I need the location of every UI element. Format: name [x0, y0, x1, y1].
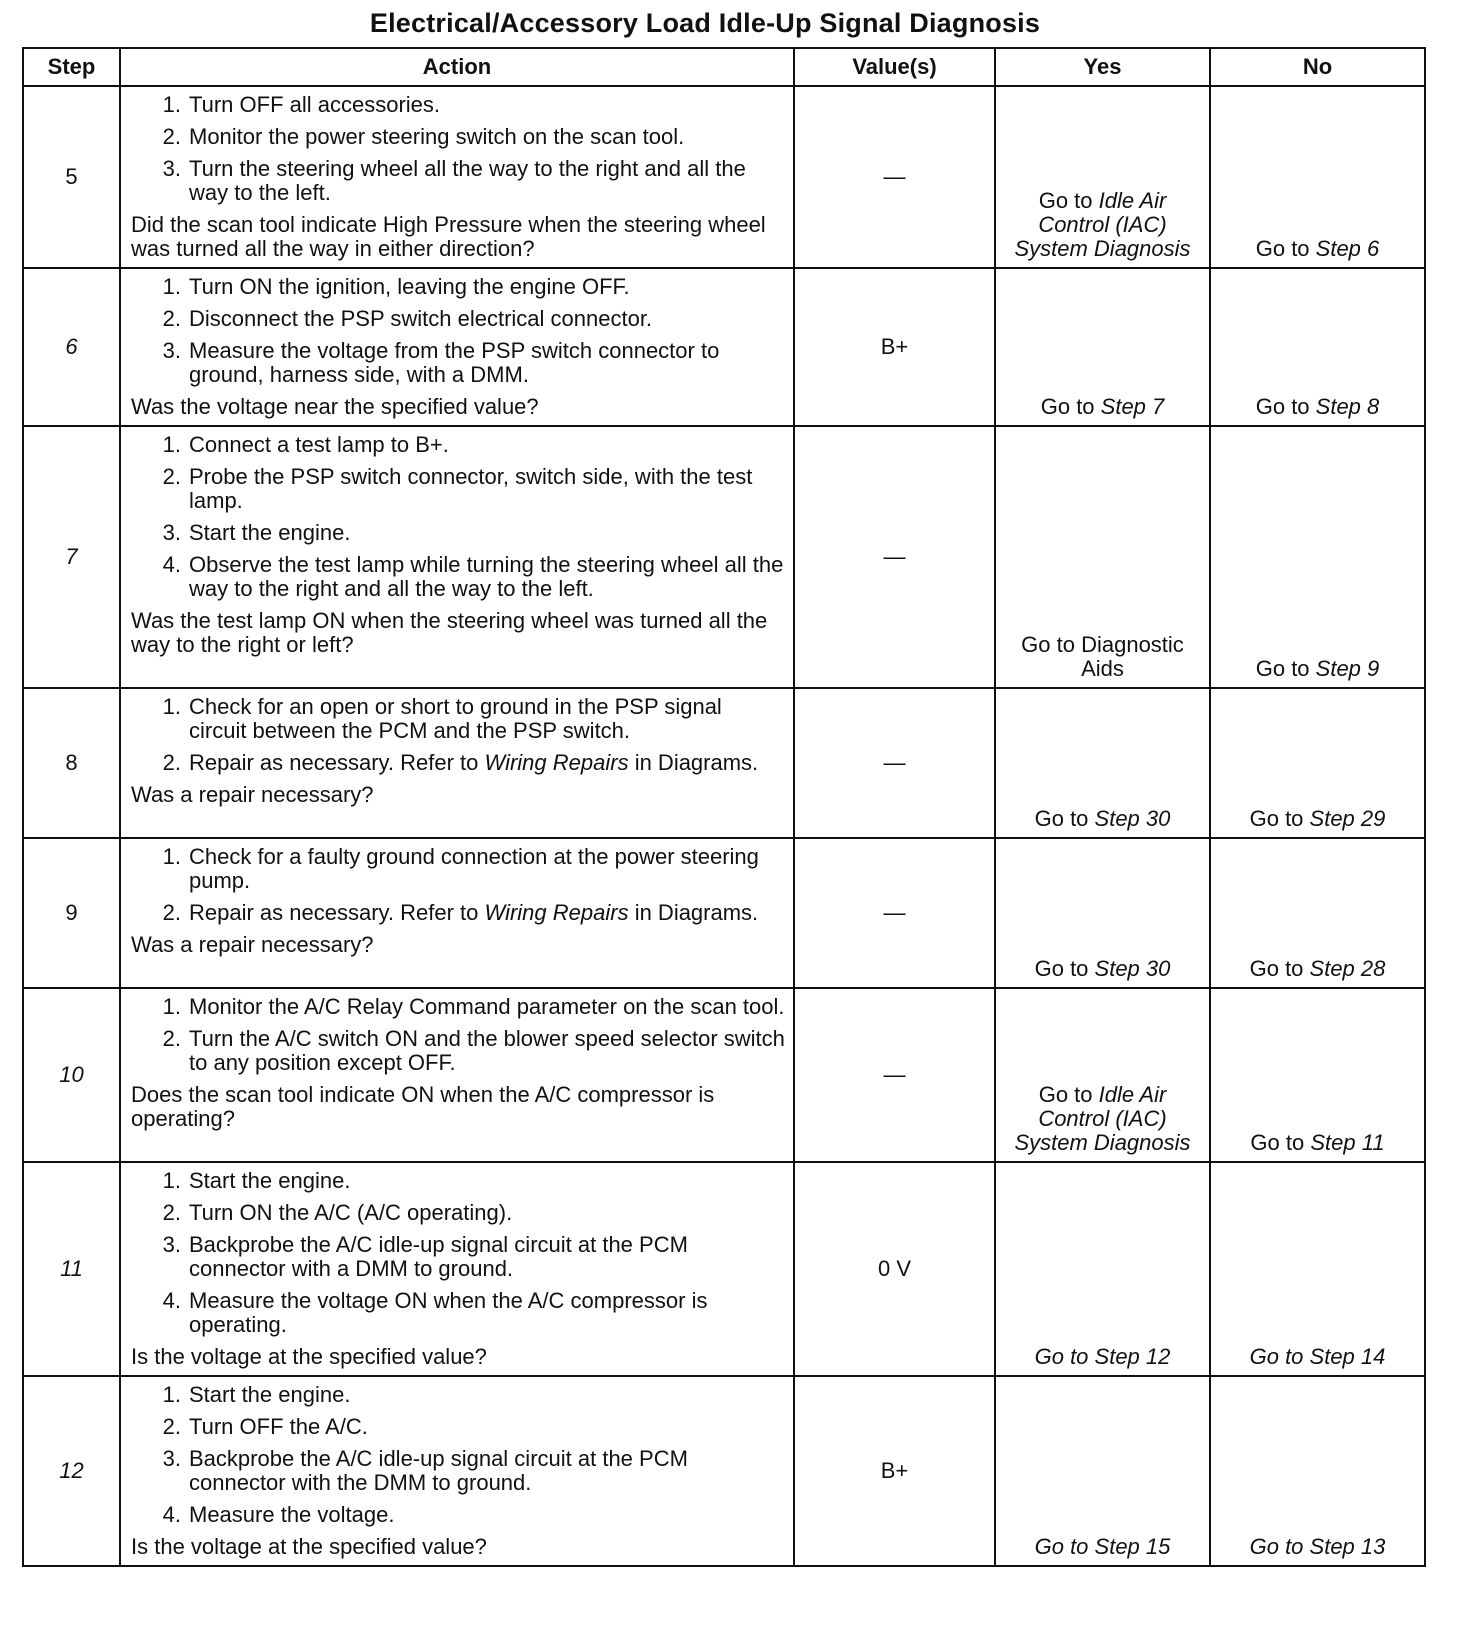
value-cell: 0 V — [794, 1162, 995, 1376]
action-item-text: Measure the voltage from the PSP switch connector to ground, harness side, with a DMM. — [189, 338, 720, 387]
action-item — [131, 465, 785, 513]
action-item — [131, 1289, 785, 1337]
no-goto-link[interactable]: Step 11 — [1310, 1130, 1385, 1155]
table-row — [23, 1162, 1425, 1376]
wiring-repairs-reference: Wiring Repairs — [484, 750, 629, 775]
header-step: Step — [23, 48, 120, 86]
table-row — [23, 838, 1425, 988]
action-item-number: 2. — [162, 464, 181, 489]
action-item — [131, 1415, 785, 1439]
action-item-text: Probe the PSP switch connector, switch side, with the test lamp. — [189, 464, 753, 513]
action-item-text: Turn ON the ignition, leaving the engine OFF. — [189, 274, 630, 299]
action-item-number: 1. — [162, 994, 181, 1019]
action-item-text — [189, 901, 785, 925]
value-cell: B+ — [794, 268, 995, 426]
action-item — [131, 845, 785, 893]
action-item-text: Monitor the A/C Relay Command parameter on the scan tool. — [189, 994, 785, 1019]
no-cell — [1210, 1376, 1425, 1566]
yes-cell — [995, 838, 1210, 988]
table-row — [23, 688, 1425, 838]
header-no: No — [1210, 48, 1425, 86]
action-item — [131, 1027, 785, 1075]
page-title: Electrical/Accessory Load Idle-Up Signal Diagnosis — [369, 8, 1041, 38]
action-item — [131, 1503, 785, 1527]
action-item-text: Turn the A/C switch ON and the blower speed selector switch to any position except OFF. — [189, 1026, 785, 1075]
yes-cell — [995, 688, 1210, 838]
action-item-number: 3. — [162, 156, 181, 181]
step-number: 5 — [23, 86, 120, 268]
no-goto-link[interactable]: Go to Step 14 — [1249, 1344, 1386, 1369]
action-item — [131, 157, 785, 205]
action-cell — [120, 1376, 794, 1566]
action-item — [131, 901, 785, 925]
action-item — [131, 125, 785, 149]
yes-goto-text: Go to — [1038, 188, 1099, 213]
no-goto-link[interactable]: Step 8 — [1315, 394, 1380, 419]
action-item-text: Check for an open or short to ground in the PSP signal circuit between the PCM and the PSP switch. — [189, 694, 722, 743]
value-cell: — — [794, 838, 995, 988]
yes-cell — [995, 988, 1210, 1162]
step-number: 12 — [23, 1376, 120, 1566]
action-cell — [120, 688, 794, 838]
action-item-text: Measure the voltage ON when the A/C compressor is operating. — [189, 1288, 708, 1337]
yes-goto-text: Go to Diagnostic Aids — [1021, 632, 1184, 681]
action-list — [131, 93, 785, 205]
action-cell — [120, 426, 794, 688]
action-item — [131, 433, 785, 457]
step-number: 10 — [23, 988, 120, 1162]
action-item-number: 1. — [162, 1382, 181, 1407]
table-row — [23, 86, 1425, 268]
step-question: Did the scan tool indicate High Pressure when the steering wheel was turned all the way in either direction? — [131, 212, 766, 261]
action-item — [131, 93, 785, 117]
yes-cell — [995, 1376, 1210, 1566]
action-cell — [120, 988, 794, 1162]
action-item-text: Backprobe the A/C idle-up signal circuit at the PCM connector with the DMM to ground. — [189, 1446, 688, 1495]
step-question: Does the scan tool indicate ON when the A/C compressor is operating? — [131, 1082, 715, 1131]
action-item-number: 3. — [162, 338, 181, 363]
action-item-text: Start the engine. — [189, 520, 351, 545]
action-item-text: Start the engine. — [189, 1168, 351, 1193]
action-item-number: 3. — [162, 1446, 181, 1471]
step-number: 6 — [23, 268, 120, 426]
no-cell — [1210, 988, 1425, 1162]
no-goto-link[interactable]: Step 29 — [1309, 806, 1386, 831]
action-item — [131, 339, 785, 387]
action-item-text: Disconnect the PSP switch electrical connector. — [189, 306, 653, 331]
action-item — [131, 553, 785, 601]
value-cell: — — [794, 688, 995, 838]
no-goto-text: Go to — [1255, 394, 1316, 419]
step-number: 9 — [23, 838, 120, 988]
step-question: Is the voltage at the specified value? — [131, 1344, 487, 1369]
action-item-number: 4. — [162, 1288, 181, 1313]
action-item — [131, 751, 785, 775]
no-goto-text: Go to — [1250, 1130, 1311, 1155]
action-cell — [120, 86, 794, 268]
header-action: Action — [120, 48, 794, 86]
header-value: Value(s) — [794, 48, 995, 86]
no-goto-link[interactable]: Step 28 — [1309, 956, 1386, 981]
step-number: 8 — [23, 688, 120, 838]
action-cell — [120, 268, 794, 426]
action-item — [131, 1233, 785, 1281]
action-item-text: Monitor the power steering switch on the scan tool. — [189, 124, 685, 149]
action-cell — [120, 1162, 794, 1376]
step-question: Was the test lamp ON when the steering wheel was turned all the way to the right or left? — [131, 608, 768, 657]
yes-goto-link[interactable]: Step 30 — [1094, 806, 1171, 831]
action-item-number: 2. — [162, 1026, 181, 1051]
step-question: Was a repair necessary? — [131, 932, 374, 957]
action-item-number: 1. — [162, 274, 181, 299]
action-item-text: Measure the voltage. — [189, 1502, 395, 1527]
action-text-start: Repair as necessary. Refer to — [189, 900, 485, 925]
yes-goto-link[interactable]: Step 7 — [1100, 394, 1165, 419]
yes-goto-link[interactable]: Idle Air Control (IAC) System Diagnosis — [1014, 188, 1191, 261]
action-list — [131, 845, 785, 925]
yes-goto-link[interactable]: Step 30 — [1094, 956, 1171, 981]
no-cell — [1210, 1162, 1425, 1376]
action-item-text: Turn OFF all accessories. — [189, 92, 441, 117]
action-item — [131, 1383, 785, 1407]
action-item-number: 3. — [162, 1232, 181, 1257]
no-cell — [1210, 688, 1425, 838]
no-cell — [1210, 268, 1425, 426]
action-item-text: Backprobe the A/C idle-up signal circuit at the PCM connector with a DMM to ground. — [189, 1232, 688, 1281]
action-item — [131, 995, 785, 1019]
no-cell — [1210, 426, 1425, 688]
action-list — [131, 275, 785, 387]
action-item — [131, 521, 785, 545]
yes-goto-link[interactable]: Go to Step 15 — [1034, 1534, 1171, 1559]
step-number: 11 — [23, 1162, 120, 1376]
no-cell — [1210, 86, 1425, 268]
action-text-start: Repair as necessary. Refer to — [189, 750, 485, 775]
action-item-number: 1. — [162, 432, 181, 457]
action-text-end: in Diagrams. — [628, 900, 759, 925]
value-cell: B+ — [794, 1376, 995, 1566]
step-question: Was the voltage near the specified value? — [131, 394, 539, 419]
step-question: Was a repair necessary? — [131, 782, 374, 807]
action-item-number: 2. — [162, 750, 181, 775]
action-item — [131, 1169, 785, 1193]
yes-cell — [995, 1162, 1210, 1376]
action-item-text: Connect a test lamp to B+. — [189, 432, 449, 457]
action-item-text: Turn OFF the A/C. — [189, 1414, 368, 1439]
value-cell: — — [794, 86, 995, 268]
action-item-number: 2. — [162, 306, 181, 331]
action-list — [131, 433, 785, 601]
action-item-number: 2. — [162, 1200, 181, 1225]
yes-goto-link[interactable]: Idle Air Control (IAC) System Diagnosis — [1014, 1082, 1191, 1155]
action-item-text: Start the engine. — [189, 1382, 351, 1407]
step-question: Is the voltage at the specified value? — [131, 1534, 487, 1559]
action-item — [131, 1201, 785, 1225]
action-item-number: 2. — [162, 1414, 181, 1439]
action-item — [131, 1447, 785, 1495]
no-goto-text: Go to — [1255, 236, 1316, 261]
action-list — [131, 1169, 785, 1337]
no-cell — [1210, 838, 1425, 988]
no-goto-link[interactable]: Step 9 — [1315, 656, 1380, 681]
yes-goto-link[interactable]: Go to Step 12 — [1034, 1344, 1171, 1369]
no-goto-link[interactable]: Step 6 — [1315, 236, 1380, 261]
action-item-number: 2. — [162, 900, 181, 925]
action-item-number: 4. — [162, 552, 181, 577]
diagnosis-table — [22, 47, 1426, 1567]
no-goto-text: Go to — [1255, 656, 1316, 681]
action-list — [131, 695, 785, 775]
action-item-number: 1. — [162, 694, 181, 719]
action-item-number: 1. — [162, 1168, 181, 1193]
action-item-number: 1. — [162, 844, 181, 869]
value-cell: — — [794, 988, 995, 1162]
table-row — [23, 426, 1425, 688]
action-item-text — [189, 751, 785, 775]
header-yes: Yes — [995, 48, 1210, 86]
yes-cell — [995, 86, 1210, 268]
action-item-number: 2. — [162, 124, 181, 149]
yes-cell — [995, 426, 1210, 688]
yes-goto-text: Go to — [1040, 394, 1101, 419]
yes-goto-text: Go to — [1038, 1082, 1099, 1107]
yes-cell — [995, 268, 1210, 426]
yes-goto-text: Go to — [1034, 806, 1095, 831]
no-goto-link[interactable]: Go to Step 13 — [1249, 1534, 1386, 1559]
action-text-end: in Diagrams. — [628, 750, 759, 775]
action-list — [131, 1383, 785, 1527]
action-item-number: 4. — [162, 1502, 181, 1527]
action-item-text: Check for a faulty ground connection at the power steering pump. — [189, 844, 759, 893]
action-item-text: Observe the test lamp while turning the steering wheel all the way to the right and all the way to the left. — [189, 552, 784, 601]
no-goto-text: Go to — [1249, 956, 1310, 981]
table-header-row — [23, 48, 1425, 86]
action-item-text: Turn ON the A/C (A/C operating). — [189, 1200, 513, 1225]
table-row — [23, 268, 1425, 426]
action-item-text: Turn the steering wheel all the way to the right and all the way to the left. — [189, 156, 746, 205]
action-item — [131, 307, 785, 331]
action-item — [131, 695, 785, 743]
action-list — [131, 995, 785, 1075]
action-item-number: 1. — [162, 92, 181, 117]
value-cell: — — [794, 426, 995, 688]
action-item — [131, 275, 785, 299]
table-row — [23, 988, 1425, 1162]
action-item-number: 3. — [162, 520, 181, 545]
action-cell — [120, 838, 794, 988]
step-number: 7 — [23, 426, 120, 688]
no-goto-text: Go to — [1249, 806, 1310, 831]
wiring-repairs-reference: Wiring Repairs — [484, 900, 629, 925]
yes-goto-text: Go to — [1034, 956, 1095, 981]
table-row — [23, 1376, 1425, 1566]
